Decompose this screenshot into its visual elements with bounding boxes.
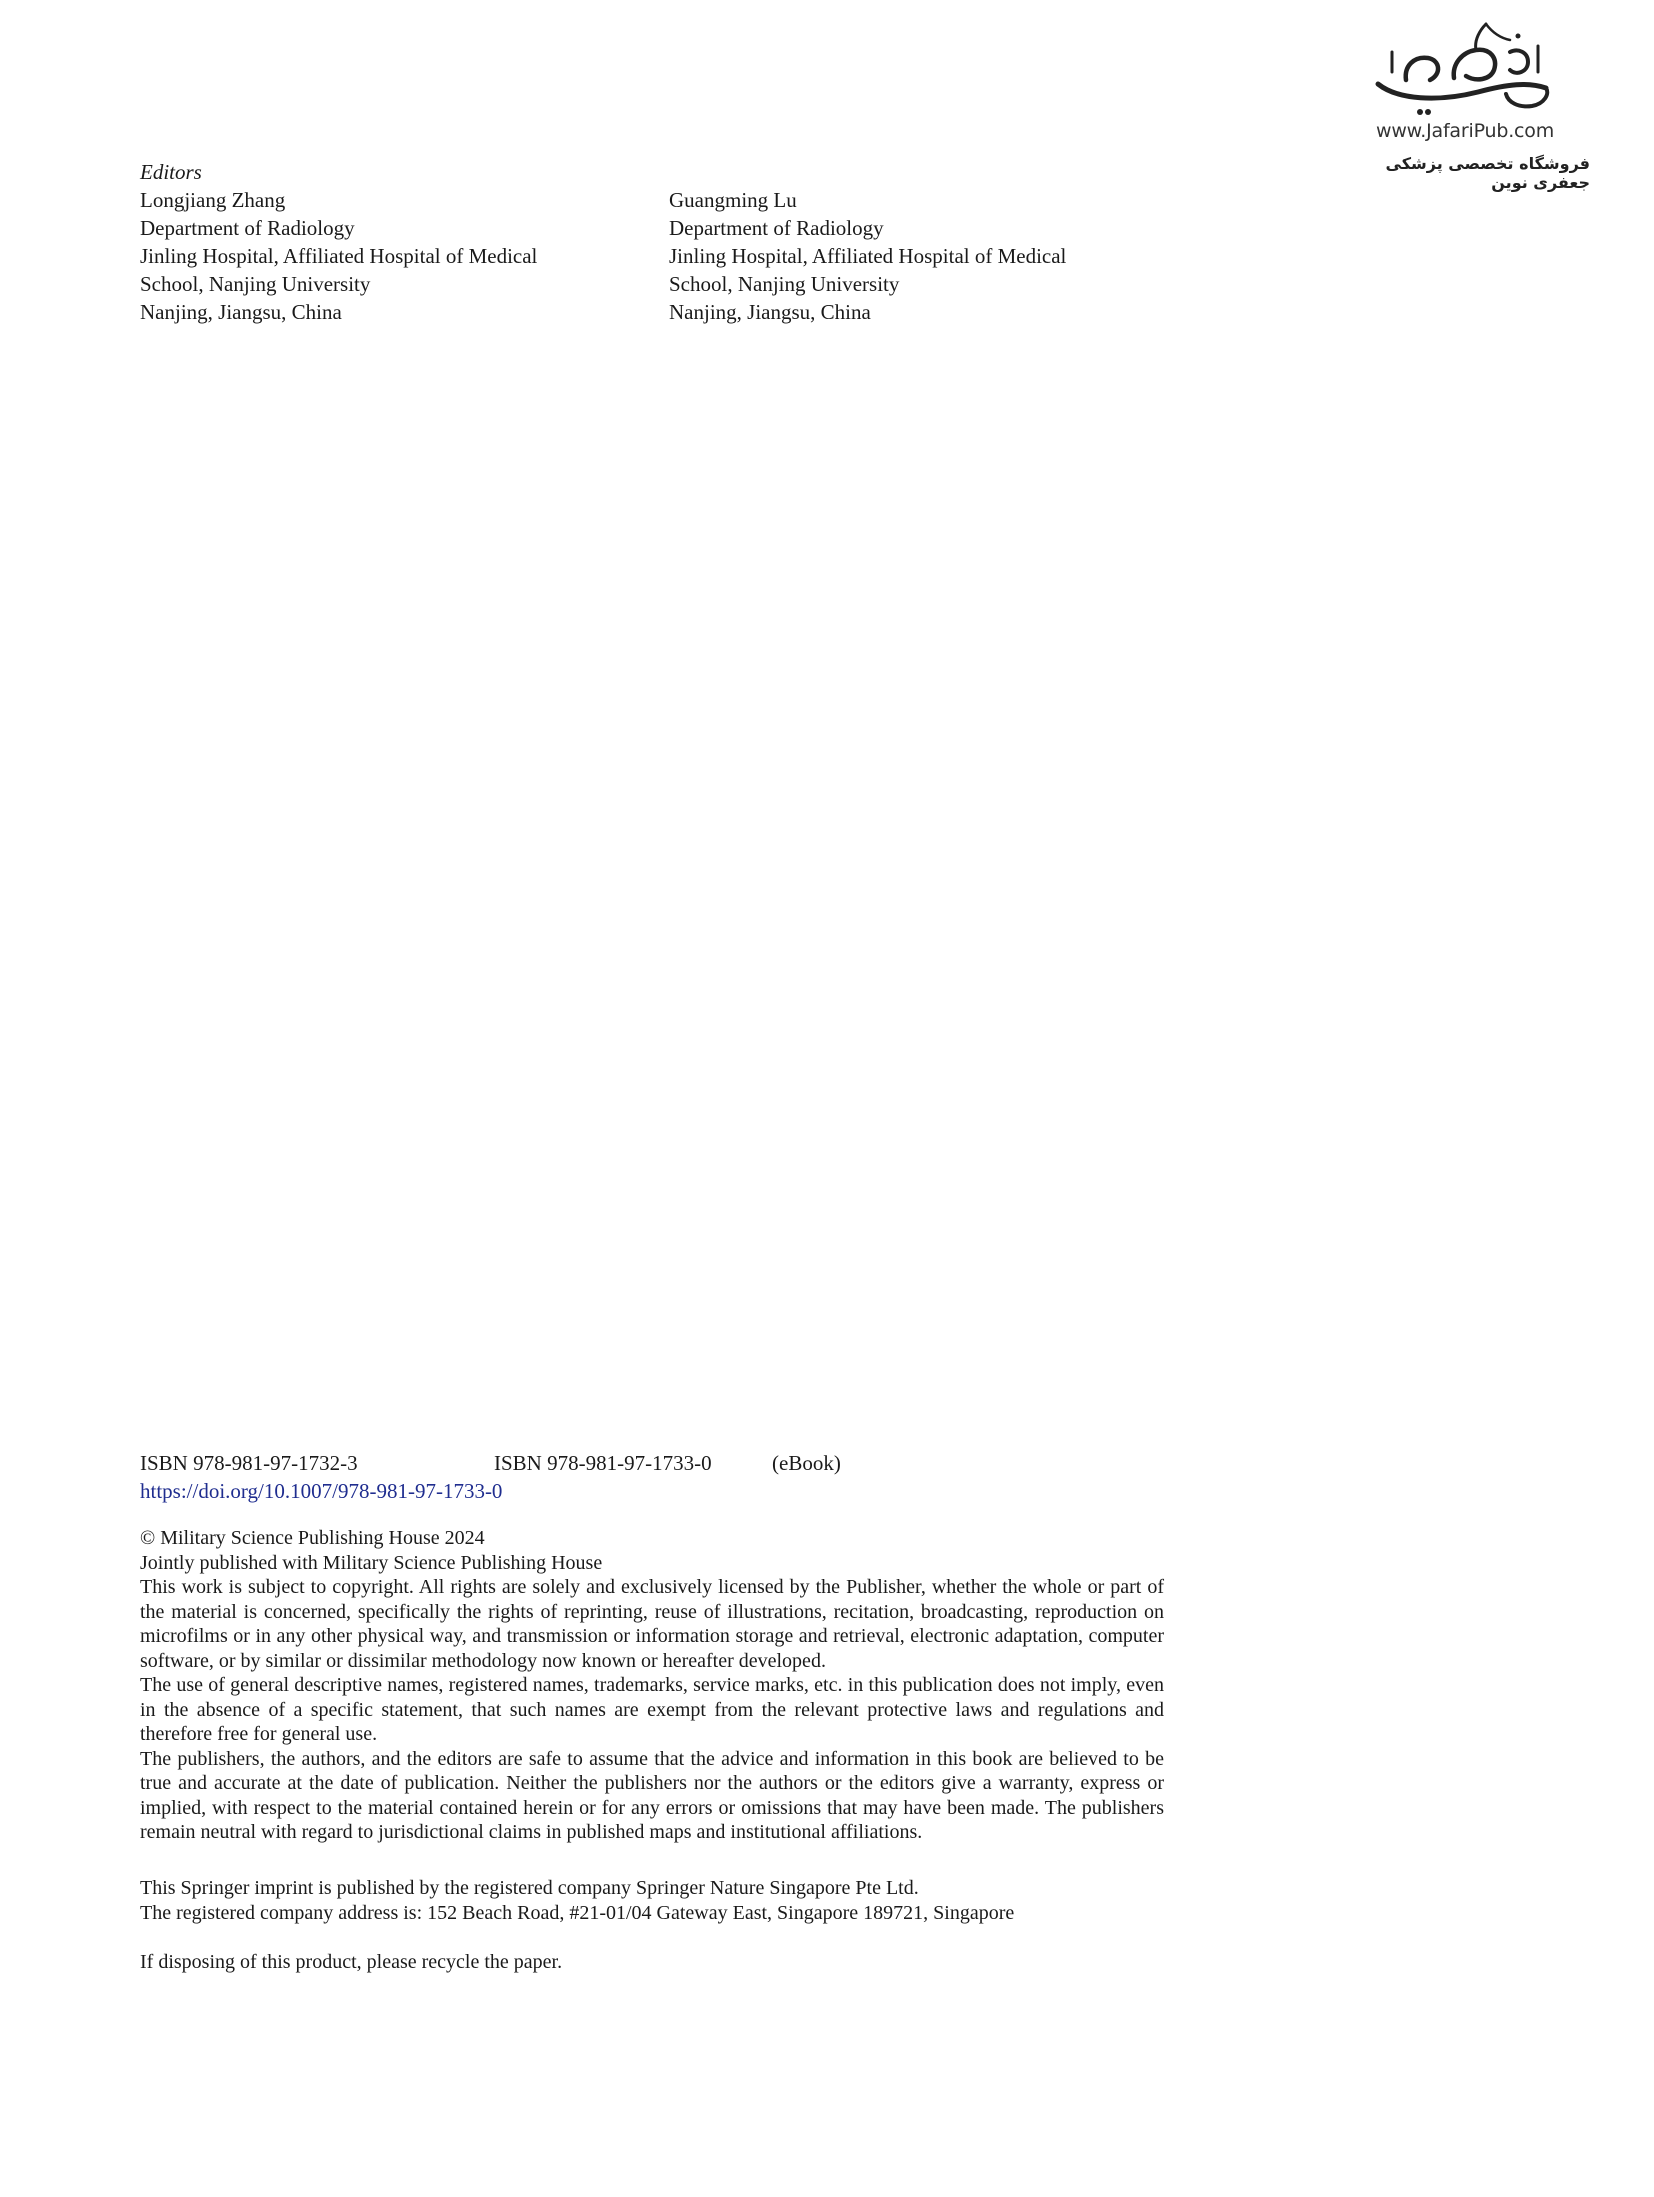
disclaimer-paragraph: The publishers, the authors, and the editors are safe to assume that the advice and information in this book are believed to be true and accurate at the date of publication. Neither the publishers nor the authors or the editors give a warranty, express or implied, with respect to the material contained herein or for any errors or omissions that may have been made. The publishers remain neutral with regard to jurisdictional claims in published maps and institutional affiliations. [140, 1747, 1164, 1843]
isbn-row [140, 1449, 841, 1477]
logo-url: www.JafariPub.com [1375, 120, 1555, 142]
publisher-logo [1328, 22, 1600, 192]
editor-school: School, Nanjing University [140, 272, 371, 296]
editor-school: School, Nanjing University [669, 272, 900, 296]
editors-label: Editors [140, 160, 202, 184]
editor-location: Nanjing, Jiangsu, China [140, 300, 342, 324]
imprint-company-line: This Springer imprint is published by the registered company Springer Nature Singapore Pte Ltd. [140, 1877, 919, 1899]
copyright-paragraph: This work is subject to copyright. All rights are solely and exclusively licensed by the Publisher, whether the whole or part of the material is concerned, specifically the rights of reprinting, reuse of illustrations, recitation, broadcasting, reproduction on microfilms or in any other physical way, and transmission or information storage and retrieval, electronic adaptation, computer software, or by similar or dissimilar methodology now known or hereafter developed. [140, 1576, 1164, 1672]
copyright-line: © Military Science Publishing House 2024 [140, 1527, 485, 1549]
editor-name: Guangming Lu [669, 188, 797, 212]
editor-right [669, 186, 1189, 326]
joint-publication-line: Jointly published with Military Science Publishing House [140, 1551, 603, 1574]
editor-department: Department of Radiology [140, 216, 355, 240]
editor-hospital: Jinling Hospital, Affiliated Hospital of Medical [140, 244, 538, 268]
trademark-paragraph: The use of general descriptive names, registered names, trademarks, service marks, etc. in this publication does not imply, even in the absence of a specific statement, that such names are exempt from the relevant protective laws and regulations and therefore free for general use. [140, 1674, 1164, 1745]
recycle-notice: If disposing of this product, please recycle the paper. [140, 1951, 563, 1973]
doi-link[interactable]: https://doi.org/10.1007/978-981-97-1733-0 [140, 1479, 503, 1503]
imprint-block [140, 1876, 1240, 1925]
calligraphy-logo-icon [1368, 22, 1558, 117]
isbn-print: ISBN 978-981-97-1732-3 [140, 1451, 358, 1475]
imprint-address-line: The registered company address is: 152 Beach Road, #21-01/04 Gateway East, Singapore 189721, Singapore [140, 1901, 1015, 1924]
ebook-label: (eBook) [772, 1451, 841, 1475]
isbn-ebook: ISBN 978-981-97-1733-0 [494, 1451, 712, 1475]
editor-left [140, 186, 660, 326]
editor-hospital: Jinling Hospital, Affiliated Hospital of Medical [669, 244, 1067, 268]
copyright-block [140, 1526, 1164, 1845]
logo-tagline: فروشگاه تخصصی پزشکی جعفری نوین [1385, 154, 1590, 192]
editor-location: Nanjing, Jiangsu, China [669, 300, 871, 324]
editor-name: Longjiang Zhang [140, 188, 286, 212]
editor-department: Department of Radiology [669, 216, 884, 240]
